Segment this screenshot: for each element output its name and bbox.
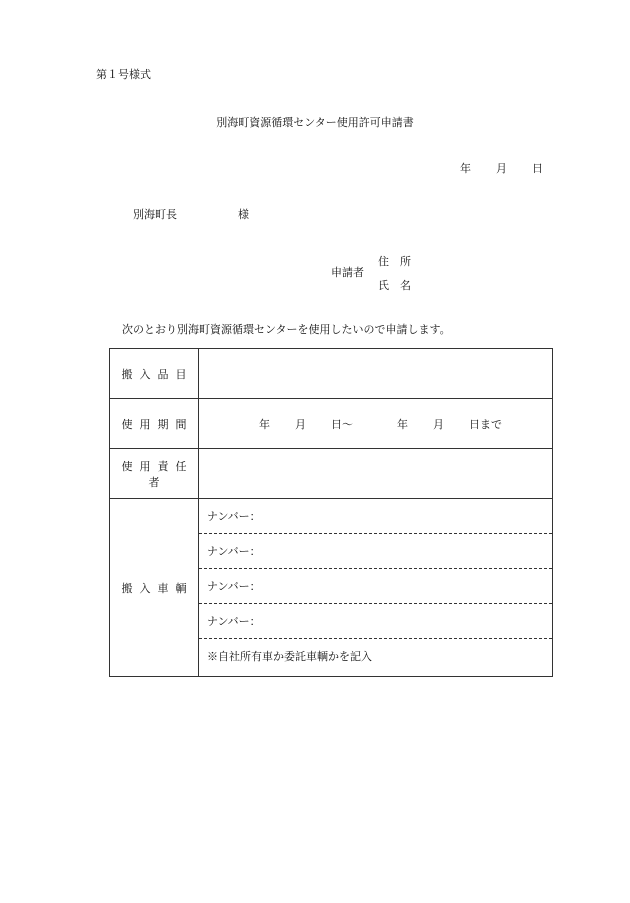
application-table (109, 348, 553, 677)
period-month-start: 月 (295, 417, 306, 431)
honorific: 様 (238, 208, 249, 221)
period-label: 使用期間 (110, 399, 199, 449)
address-label: 住所 (378, 255, 422, 268)
applicant-label: 申請者 (331, 266, 364, 279)
date-month-label: 月 (496, 162, 507, 175)
manager-field[interactable] (199, 449, 553, 499)
period-year-end: 年 (397, 417, 408, 431)
vehicle-label: 搬入車輌 (110, 499, 199, 677)
manager-label: 使用責任者 (110, 449, 199, 499)
vehicle-number-1[interactable]: ナンバー： (199, 499, 552, 534)
addressee: 別海町長 (133, 208, 177, 221)
vehicle-number-2[interactable]: ナンバー： (199, 534, 552, 569)
document-title: 別海町資源循環センター使用許可申請書 (216, 116, 414, 129)
vehicle-note: ※自社所有車か委託車輌かを記入 (207, 650, 372, 663)
intro-text: 次のとおり別海町資源循環センターを使用したいので申請します。 (122, 323, 451, 336)
table-row-vehicle (110, 499, 553, 677)
vehicle-number-4[interactable]: ナンバー： (199, 604, 552, 639)
period-month-end: 月 (433, 417, 444, 431)
items-label: 搬入品目 (110, 349, 199, 399)
period-values (199, 416, 552, 432)
date-year-label: 年 (460, 162, 471, 175)
date-day-label: 日 (532, 162, 543, 175)
vehicle-cell (199, 499, 553, 677)
period-day-start: 日～ (331, 417, 353, 431)
table-row-period (110, 399, 553, 449)
period-field[interactable] (199, 399, 553, 449)
vehicle-number-3[interactable]: ナンバー： (199, 569, 552, 604)
items-field[interactable] (199, 349, 553, 399)
table-row-manager (110, 449, 553, 499)
table-row-items (110, 349, 553, 399)
form-number: 第１号様式 (96, 68, 151, 81)
period-year-start: 年 (259, 417, 270, 431)
period-day-end: 日まで (469, 417, 502, 431)
name-label: 氏名 (378, 279, 422, 292)
